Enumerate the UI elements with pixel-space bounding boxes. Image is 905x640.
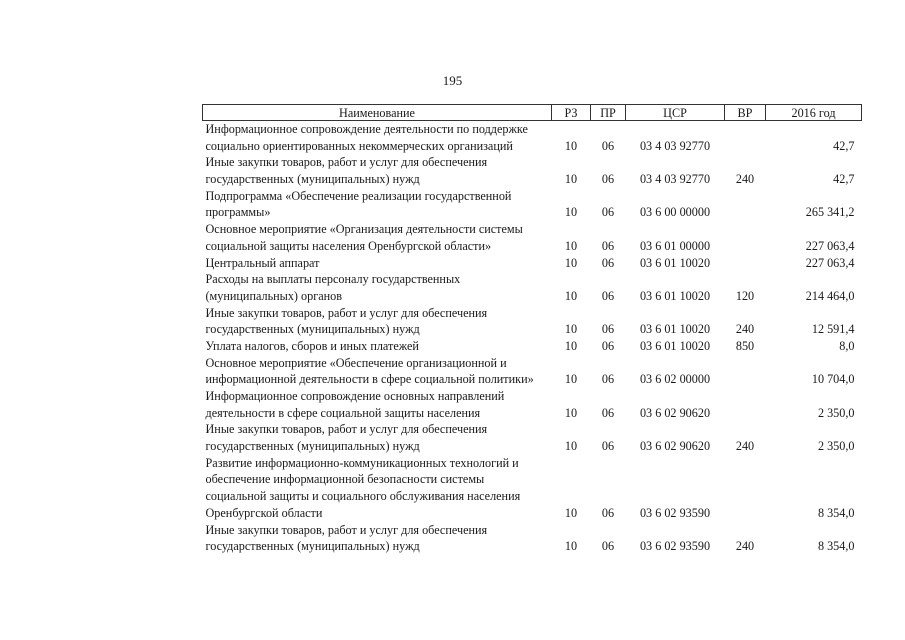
name-line: Информационное сопровождение основных направлений — [205, 389, 505, 404]
cell-name — [203, 522, 552, 555]
cell-vr — [725, 188, 766, 221]
name-line: Основное мероприятие «Организация деятельности системы — [205, 222, 523, 237]
cell-pr: 06 — [601, 322, 615, 337]
header-pr: ПР — [591, 105, 626, 121]
header-rz: РЗ — [552, 105, 591, 121]
name-line: государственных (муниципальных) нужд — [205, 322, 420, 337]
cell-name — [203, 121, 552, 155]
cell-rz: 10 — [564, 505, 578, 520]
cell-pr: 06 — [601, 405, 615, 420]
cell-pr: 06 — [601, 205, 615, 220]
table-row — [203, 522, 862, 555]
name-line: Уплата налогов, сборов и иных платежей — [205, 338, 419, 353]
cell-csr: 03 6 02 00000 — [639, 372, 711, 387]
name-line: Развитие информационно-коммуникационных технологий и — [205, 455, 519, 470]
name-line: Иные закупки товаров, работ и услуг для обеспечения — [205, 522, 488, 537]
cell-name — [203, 255, 552, 272]
table-row — [203, 188, 862, 221]
table-row — [203, 455, 862, 522]
cell-amount: 8 354,0 — [817, 539, 855, 554]
cell-amount: 42,7 — [833, 172, 855, 187]
cell-name — [203, 305, 552, 338]
table-row — [203, 121, 862, 155]
header-csr: ЦСР — [626, 105, 725, 121]
table-row — [203, 355, 862, 388]
cell-name — [203, 271, 552, 304]
cell-rz: 10 — [564, 539, 578, 554]
table-row — [203, 338, 862, 355]
cell-csr: 03 6 01 00000 — [639, 238, 711, 253]
cell-rz: 10 — [564, 322, 578, 337]
cell-csr: 03 6 01 10020 — [639, 288, 711, 303]
cell-vr — [725, 255, 766, 272]
cell-amount: 214 464,0 — [805, 288, 855, 303]
name-line: Оренбургской области — [205, 505, 323, 520]
cell-name — [203, 188, 552, 221]
cell-amount: 12 591,4 — [811, 322, 855, 337]
cell-csr: 03 6 01 10020 — [639, 255, 711, 270]
cell-vr: 240 — [735, 322, 755, 337]
cell-amount: 227 063,4 — [805, 255, 855, 270]
cell-name — [203, 338, 552, 355]
cell-csr: 03 4 03 92770 — [639, 138, 711, 153]
name-line: Расходы на выплаты персоналу государственных — [205, 272, 461, 287]
cell-csr: 03 6 02 90620 — [639, 405, 711, 420]
cell-rz: 10 — [564, 372, 578, 387]
cell-amount: 265 341,2 — [805, 205, 855, 220]
cell-vr — [725, 388, 766, 421]
table-row — [203, 255, 862, 272]
cell-amount: 42,7 — [833, 138, 855, 153]
cell-name — [203, 221, 552, 254]
cell-rz: 10 — [564, 255, 578, 270]
name-line: деятельности в сфере социальной защиты населения — [205, 405, 481, 420]
name-line: государственных (муниципальных) нужд — [205, 172, 420, 187]
cell-vr — [725, 455, 766, 522]
table-row — [203, 388, 862, 421]
budget-table — [202, 104, 862, 555]
name-line: социальной защиты населения Оренбургской области» — [205, 238, 492, 253]
cell-vr: 240 — [735, 172, 755, 187]
name-line: государственных (муниципальных) нужд — [205, 539, 420, 554]
cell-rz: 10 — [564, 338, 578, 353]
name-line: социально ориентированных некоммерческих организаций — [205, 138, 513, 153]
name-line: Иные закупки товаров, работ и услуг для обеспечения — [205, 155, 488, 170]
name-line: Иные закупки товаров, работ и услуг для обеспечения — [205, 305, 488, 320]
cell-amount: 10 704,0 — [811, 372, 855, 387]
name-line: программы» — [205, 205, 271, 220]
cell-pr: 06 — [601, 138, 615, 153]
cell-rz: 10 — [564, 238, 578, 253]
cell-amount: 2 350,0 — [817, 405, 855, 420]
name-line: Центральный аппарат — [205, 255, 320, 270]
name-line: государственных (муниципальных) нужд — [205, 439, 420, 454]
header-name: Наименование — [203, 105, 552, 121]
cell-name — [203, 154, 552, 187]
cell-csr: 03 6 02 93590 — [639, 539, 711, 554]
header-year: 2016 год — [766, 105, 862, 121]
name-line: Информационное сопровождение деятельности по поддержке — [205, 122, 528, 136]
cell-amount: 8,0 — [839, 338, 855, 353]
name-line: (муниципальных) органов — [205, 288, 343, 303]
cell-pr: 06 — [601, 372, 615, 387]
cell-pr: 06 — [601, 238, 615, 253]
cell-pr: 06 — [601, 439, 615, 454]
cell-rz: 10 — [564, 138, 578, 153]
cell-rz: 10 — [564, 205, 578, 220]
page-number: 195 — [442, 73, 463, 88]
name-line: Иные закупки товаров, работ и услуг для обеспечения — [205, 422, 488, 437]
cell-vr — [725, 221, 766, 254]
cell-rz: 10 — [564, 288, 578, 303]
cell-amount: 8 354,0 — [817, 505, 855, 520]
cell-name — [203, 388, 552, 421]
cell-amount: 227 063,4 — [805, 238, 855, 253]
cell-pr: 06 — [601, 338, 615, 353]
cell-pr: 06 — [601, 539, 615, 554]
cell-vr — [725, 121, 766, 155]
cell-csr: 03 4 03 92770 — [639, 172, 711, 187]
name-line: информационной деятельности в сфере социальной политики» — [205, 372, 534, 387]
cell-vr: 240 — [735, 439, 755, 454]
name-line: обеспечение информационной безопасности системы — [205, 472, 485, 487]
cell-csr: 03 6 02 90620 — [639, 439, 711, 454]
table-row — [203, 271, 862, 304]
header-vr: ВР — [725, 105, 766, 121]
name-line: Основное мероприятие «Обеспечение организационной и — [205, 355, 507, 370]
table-header-row — [203, 105, 862, 121]
cell-vr: 240 — [735, 539, 755, 554]
name-line: Подпрограмма «Обеспечение реализации государственной — [205, 188, 512, 203]
name-line: социальной защиты и социального обслуживания населения — [205, 489, 521, 504]
cell-csr: 03 6 01 10020 — [639, 338, 711, 353]
table-row — [203, 305, 862, 338]
table-row — [203, 421, 862, 454]
cell-name — [203, 421, 552, 454]
cell-vr — [725, 355, 766, 388]
cell-vr: 850 — [735, 338, 755, 353]
cell-csr: 03 6 00 00000 — [639, 205, 711, 220]
cell-pr: 06 — [601, 255, 615, 270]
cell-pr: 06 — [601, 288, 615, 303]
cell-name — [203, 355, 552, 388]
cell-name — [203, 455, 552, 522]
table-row — [203, 221, 862, 254]
cell-rz: 10 — [564, 405, 578, 420]
cell-pr: 06 — [601, 172, 615, 187]
cell-csr: 03 6 01 10020 — [639, 322, 711, 337]
cell-csr: 03 6 02 93590 — [639, 505, 711, 520]
cell-rz: 10 — [564, 439, 578, 454]
table-row — [203, 154, 862, 187]
cell-pr: 06 — [601, 505, 615, 520]
cell-vr: 120 — [735, 288, 755, 303]
cell-rz: 10 — [564, 172, 578, 187]
cell-amount: 2 350,0 — [817, 439, 855, 454]
